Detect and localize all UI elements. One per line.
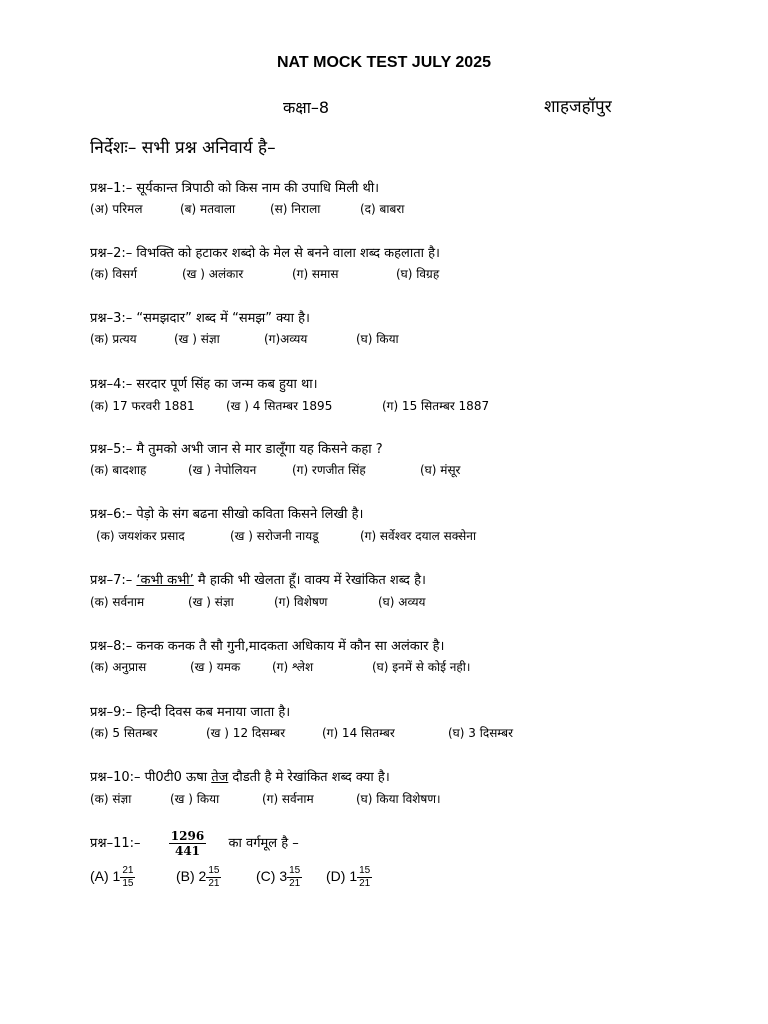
option: (घ) मंसूर	[420, 463, 461, 477]
question-9	[90, 702, 290, 720]
fraction	[357, 866, 372, 889]
option: (ख ) 4 सितम्बर 1895	[226, 399, 333, 413]
option	[176, 866, 256, 889]
option: (क) अनुप्रास	[90, 660, 147, 674]
options-2	[90, 265, 439, 282]
option: (ख ) यमक	[190, 660, 241, 674]
question-text: सूर्यकान्त त्रिपाठी को किस नाम की उपाधि मिली थी।	[136, 181, 380, 196]
question-label: प्रश्न–1:–	[90, 181, 133, 196]
option	[326, 866, 372, 889]
question-3	[90, 308, 310, 326]
option: (क) जयशंकर प्रसाद	[96, 529, 185, 543]
option: (ग) रणजीत सिंह	[292, 463, 366, 477]
question-7	[90, 570, 426, 588]
option	[256, 866, 326, 889]
options-8	[90, 658, 470, 675]
question-6	[90, 504, 363, 522]
option: (ग) विशेषण	[274, 595, 328, 609]
question-label: प्रश्न–8:–	[90, 639, 133, 654]
option: (ख ) संज्ञा	[174, 332, 220, 346]
option: (क) 17 फरवरी 1881	[90, 399, 195, 413]
question-text: मै तुमको अभी जान से मार डालूँगा यह किसने कहा ?	[136, 442, 383, 457]
question-4	[90, 374, 318, 392]
question-text: का वर्गमूल है –	[228, 836, 299, 851]
option: (ग)अव्यय	[264, 332, 308, 346]
question-text-post: मै हाकी भी खेलता हूँ। वाक्य में रेखांकित शब्द है।	[193, 573, 426, 588]
option: (क) सर्वनाम	[90, 595, 145, 609]
question-text-pre: पी0टी0 ऊषा	[144, 770, 212, 785]
instructions: निर्देशः– सभी प्रश्न अनिवार्य है–	[90, 138, 276, 158]
class-label: कक्षा–8	[283, 98, 330, 117]
numerator: 15	[208, 865, 220, 876]
question-text-post: दौडती है मे रेखांकित शब्द क्या है।	[228, 770, 390, 785]
fraction	[169, 830, 206, 857]
option-label: (A) 1	[90, 868, 121, 885]
question-text: पेड़ो के संग बढना सीखो कविता किसने लिखी है।	[136, 507, 364, 522]
options-4	[90, 397, 489, 414]
options-9	[90, 724, 513, 741]
option: (घ) इनमें से कोई नही।	[372, 660, 471, 674]
question-2	[90, 243, 440, 261]
question-label: प्रश्न–11:–	[90, 836, 141, 851]
question-label: प्रश्न–9:–	[90, 705, 133, 720]
option: (क) बादशाह	[90, 463, 147, 477]
question-label: प्रश्न–7:–	[90, 573, 133, 588]
options-5	[90, 461, 460, 478]
question-text: सरदार पूर्ण सिंह का जन्म कब हुया था।	[136, 377, 318, 392]
options-10	[90, 790, 441, 807]
city-label: शाहजहॉपुर	[544, 97, 612, 117]
question-10	[90, 767, 390, 785]
denominator: 441	[174, 844, 201, 858]
question-label: प्रश्न–5:–	[90, 442, 133, 457]
numerator: 21	[122, 865, 134, 876]
options-3	[90, 330, 399, 347]
option: (घ) किया	[356, 332, 399, 346]
option: (ग) सर्वेश्वर दयाल सक्सेना	[360, 529, 477, 543]
question-text: विभक्ति को हटाकर शब्दो के मेल से बनने वाला शब्द कहलाता है।	[136, 246, 440, 261]
option: (स) निराला	[270, 202, 321, 216]
option: (क) विसर्ग	[90, 267, 138, 281]
option: (क) प्रत्यय	[90, 332, 137, 346]
option: (ख ) किया	[170, 792, 220, 806]
denominator: 21	[359, 878, 371, 889]
option: (ग) 15 सितम्बर 1887	[382, 399, 490, 413]
numerator: 1296	[170, 829, 205, 843]
denominator: 21	[208, 878, 220, 889]
question-label: प्रश्न–2:–	[90, 246, 133, 261]
options-1	[90, 200, 404, 217]
question-label: प्रश्न–3:–	[90, 311, 133, 326]
question-1	[90, 178, 379, 196]
option: (ग) सर्वनाम	[262, 792, 314, 806]
question-label: प्रश्न–4:–	[90, 377, 133, 392]
fraction	[120, 866, 135, 889]
denominator: 21	[289, 878, 301, 889]
option: (ख ) अलंकार	[182, 267, 244, 281]
question-8	[90, 636, 444, 654]
option: (ख ) संज्ञा	[188, 595, 234, 609]
option: (द) बाबरा	[360, 202, 405, 216]
option-label: (D) 1	[326, 868, 358, 885]
option-label: (C) 3	[256, 868, 288, 885]
numerator: 15	[289, 865, 301, 876]
fraction	[206, 866, 221, 889]
option: (ख ) नेपोलियन	[188, 463, 257, 477]
option: (क) संज्ञा	[90, 792, 132, 806]
options-6	[96, 527, 476, 544]
option: (ब) मतवाला	[180, 202, 236, 216]
denominator: 15	[122, 878, 134, 889]
option: (घ) किया विशेषण।	[356, 792, 441, 806]
option: (घ) 3 दिसम्बर	[448, 726, 513, 740]
page-title: NAT MOCK TEST JULY 2025	[277, 54, 491, 71]
options-7	[90, 593, 425, 610]
question-5	[90, 439, 383, 457]
option: (घ) अव्यय	[378, 595, 426, 609]
option-label: (B) 2	[176, 868, 207, 885]
numerator: 15	[359, 865, 371, 876]
question-text: कनक कनक तै सौ गुनी,मादकता अधिकाय में कौन सा अलंकार है।	[136, 639, 445, 654]
options-11	[90, 866, 372, 889]
option: (ग) श्लेश	[272, 660, 314, 674]
option: (ग) 14 सितम्बर	[322, 726, 395, 740]
fraction	[287, 866, 302, 889]
question-label: प्रश्न–6:–	[90, 507, 133, 522]
underlined-word: ‘कभी कभी’	[136, 573, 194, 588]
option: (ग) समास	[292, 267, 339, 281]
option: (अ) परिमल	[90, 202, 143, 216]
option: (ख ) 12 दिसम्बर	[206, 726, 286, 740]
option: (घ) विग्रह	[396, 267, 440, 281]
question-text: हिन्दी दिवस कब मनाया जाता है।	[136, 705, 291, 720]
underlined-word: तेज	[211, 770, 229, 785]
option	[90, 866, 176, 889]
question-11	[90, 830, 299, 857]
option: (ख ) सरोजनी नायडू	[230, 529, 319, 543]
option: (क) 5 सितम्बर	[90, 726, 158, 740]
question-label: प्रश्न–10:–	[90, 770, 141, 785]
question-text: “समझदार” शब्द में “समझ” क्या है।	[136, 311, 310, 326]
